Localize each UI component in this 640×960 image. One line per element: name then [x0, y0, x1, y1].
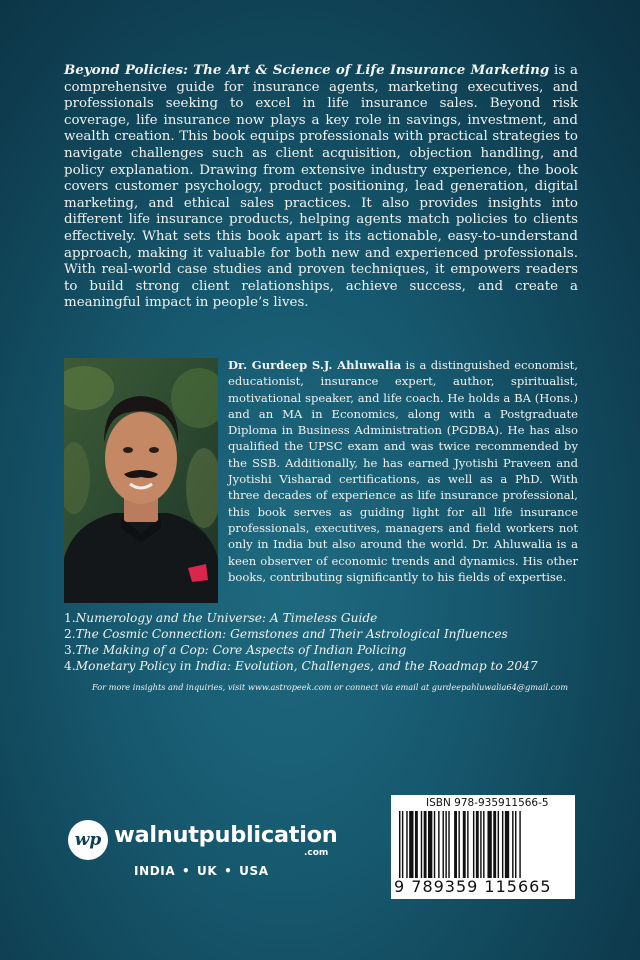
- barcode-bar: [434, 811, 435, 878]
- barcode-box: [391, 795, 575, 899]
- barcode-bar: [502, 811, 503, 878]
- barcode-bar: [519, 811, 520, 878]
- list-item: [64, 610, 604, 626]
- barcode-bar: [428, 811, 432, 878]
- book-number: 3.: [64, 643, 76, 657]
- barcode-bar: [512, 811, 513, 878]
- barcode-bar: [421, 811, 422, 878]
- list-item: [64, 658, 604, 674]
- barcode-bar: [476, 811, 479, 878]
- barcode-bar: [402, 811, 403, 878]
- barcode-bar: [406, 811, 407, 878]
- barcode-bars: [399, 811, 569, 878]
- barcode-bar: [487, 811, 491, 878]
- barcode-bar: [505, 811, 509, 878]
- barcode-bar: [443, 811, 444, 878]
- book-number: 4.: [64, 659, 76, 673]
- book-title: Beyond Policies: The Art & Science of Life Insurance Marketing: [64, 62, 550, 78]
- isbn-digits: 9 789359 115665: [394, 877, 552, 896]
- barcode-bar: [409, 811, 413, 878]
- barcode-bar: [454, 811, 457, 878]
- contact-line: For more insights and inquiries, visit www.astropeek.com or connect via email at gurdeepahluwalia64@gmail.com: [92, 682, 568, 692]
- barcode-bar: [493, 811, 496, 878]
- barcode-bar: [445, 811, 446, 878]
- list-item: [64, 642, 604, 658]
- author-name: Dr. Gurdeep S.J. Ahluwalia: [228, 358, 402, 372]
- author-bio: [228, 357, 578, 585]
- book-description: [64, 62, 578, 312]
- author-bio-text: is a distinguished economist, educationist, insurance expert, author, spiritualist, motivational speaker, and life coach. He holds a BA (Hons.) and an MA in Economics, along with a Postgraduate Diploma in Business Administration (PGDBA). He has also qualified the UPSC exam and was twice recommended by the SSB. Additionally, he has earned Jyotishi Praveen and Jyotishi Visharad certifications, as well as a PhD. With three decades of experience as life insurance professional, this book serves as guiding light for all life insurance professionals, executives, managers and field workers not only in India but also around the world. Dr. Ahluwalia is a keen observer of economic trends and dynamics. His other books, contributing significantly to his fields of expertise.: [228, 358, 578, 584]
- publisher-logo-icon: wp: [68, 820, 108, 860]
- book-title-item: Monetary Policy in India: Evolution, Challenges, and the Roadmap to 2047: [75, 659, 538, 673]
- barcode-bar: [438, 811, 439, 878]
- book-title-item: The Making of a Cop: Core Aspects of Indian Policing: [75, 643, 407, 657]
- barcode-bar: [458, 811, 459, 878]
- barcode-bar: [424, 811, 427, 878]
- list-item: [64, 626, 604, 642]
- barcode-bar: [467, 811, 468, 878]
- barcode-bar: [473, 811, 474, 878]
- barcode-bar: [515, 811, 516, 878]
- other-books-list: [64, 610, 604, 674]
- barcode-bar: [448, 811, 449, 878]
- barcode-bar: [463, 811, 466, 878]
- author-photo: [64, 358, 218, 603]
- book-description-text: is a comprehensive guide for insurance agents, marketing executives, and professionals seeking to excel in life insurance sales. Beyond risk coverage, life insurance now plays a key role in savings, investment, and wealth creation. This book equips professionals with practical strategies to navigate challenges such as client acquisition, objection handling, and policy explanation. Drawing from extensive industry experience, the book covers customer psychology, product positioning, lead generation, digital marketing, and ethical sales practices. It also provides insights into different life insurance products, helping agents match policies to clients effectively. What sets this book apart is its actionable, easy-to-understand approach, making it valuable for both new and experienced professionals. With real-world case studies and proven techniques, it empowers readers to build strong client relationships, achieve success, and create a meaningful impact in people’s lives.: [64, 63, 578, 311]
- publisher-domain: .com: [304, 848, 329, 858]
- publisher-name: walnutpublication: [114, 822, 338, 848]
- barcode-bar: [480, 811, 481, 878]
- book-title-item: The Cosmic Connection: Gemstones and Their Astrological Influences: [75, 627, 508, 641]
- publisher-regions: INDIA • UK • USA: [134, 864, 269, 878]
- barcode-bar: [483, 811, 484, 878]
- author-portrait-illustration: [64, 358, 218, 603]
- book-title-item: Numerology and the Universe: A Timeless Guide: [75, 611, 378, 625]
- book-number: 1.: [64, 611, 76, 625]
- book-number: 2.: [64, 627, 76, 641]
- barcode-bar: [498, 811, 499, 878]
- barcode-bar: [415, 811, 418, 878]
- barcode-bar: [399, 811, 400, 878]
- isbn-label: ISBN 978-935911566-5: [426, 797, 549, 809]
